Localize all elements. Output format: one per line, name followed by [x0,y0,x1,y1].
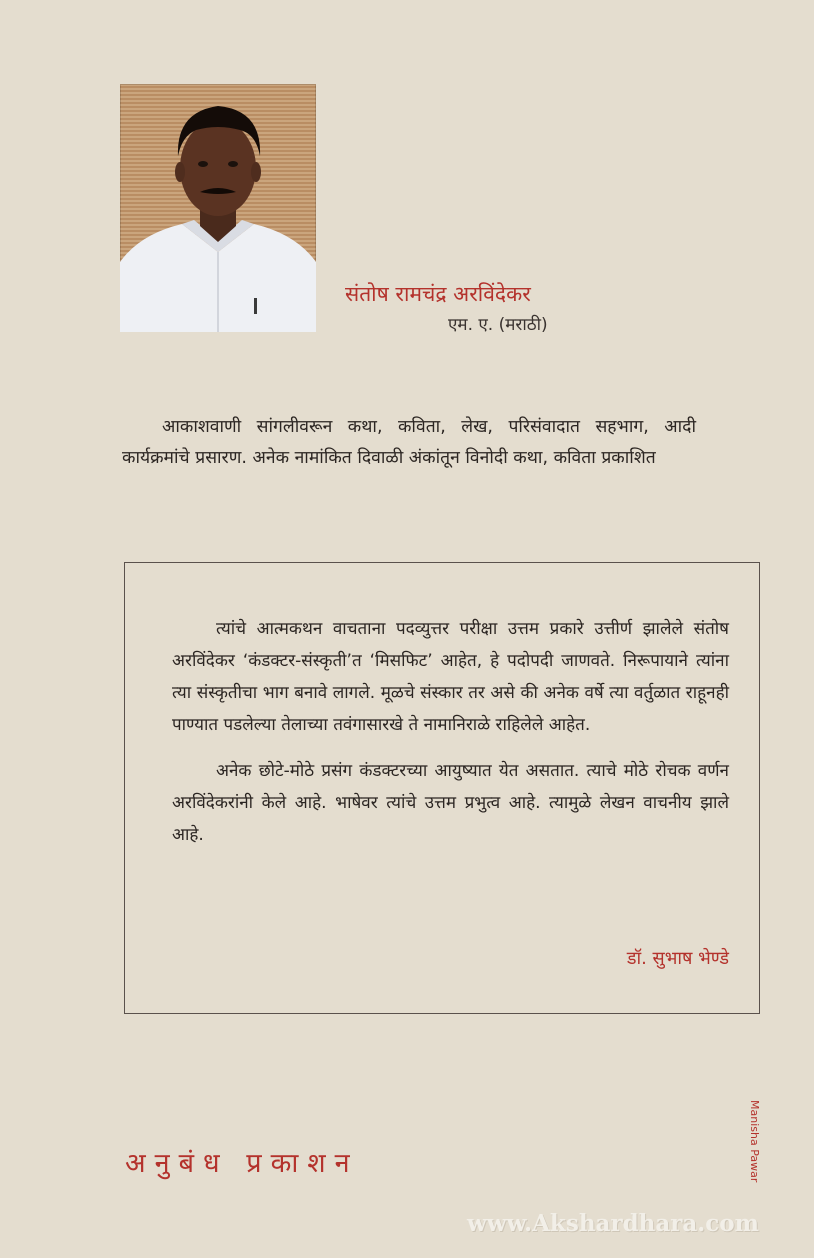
author-degree: एम. ए. (मराठी) [448,315,548,335]
website-watermark: www.Akshardhara.com [467,1210,759,1237]
review-box [124,562,760,1014]
designer-credit: Manisha Pawar [748,1100,761,1183]
publisher-name: अनुबंध प्रकाशन [125,1148,359,1179]
review-paragraph: अनेक छोटे-मोठे प्रसंग कंडक्टरच्या आयुष्यात येत असतात. त्याचे मोठे रोचक वर्णन अरविंदेकरांनी केले आहे. भाषेवर त्यांचे उत्तम प्रभुत्व आहे. त्यामुळे लेखन वाचनीय झाले आहे. [172,761,729,845]
review-paragraph: त्यांचे आत्मकथन वाचताना पदव्युत्तर परीक्षा उत्तम प्रकारे उत्तीर्ण झालेले संतोष अरविंदेकर ‘कंडक्टर-संस्कृती’त ‘मिसफिट’ आहेत, हे पदोपदी जाणवते. निरूपायाने त्यांना त्या संस्कृतीचा भाग बनावे लागले. मूळचे संस्कार तर असे की अनेक वर्षे त्या वर्तुळात राहूनही पाण्यात पडलेल्या तेलाच्या तवंगासारखे ते नामानिराळे राहिलेले आहेत. [172,619,729,735]
author-name: संतोष रामचंद्र अरविंदेकर [345,282,531,306]
reviewer-name: डॉ. सुभाष भेण्डे [626,948,729,969]
author-photo [120,84,316,332]
author-bio: आकाशवाणी सांगलीवरून कथा, कविता, लेख, परिसंवादात सहभाग, आदी कार्यक्रमांचे प्रसारण. अनेक नामांकित दिवाळी अंकांतून विनोदी कथा, कविता प्रकाशित [122,417,696,468]
